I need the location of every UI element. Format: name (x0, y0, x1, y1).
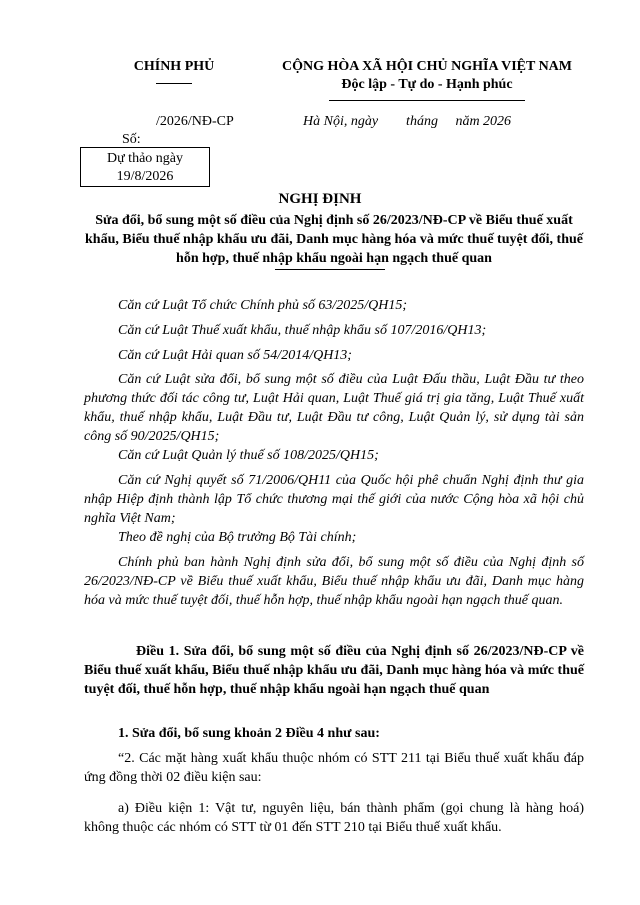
document-number-value: /2026/NĐ-CP (156, 114, 234, 129)
nation-name: CỘNG HÒA XÃ HỘI CHỦ NGHĨA VIỆT NAM (281, 59, 572, 74)
legal-basis-3: Căn cứ Luật Hải quan số 54/2014/QH13; (118, 348, 352, 363)
condition-1-paragraph: a) Điều kiện 1: Vật tư, nguyên liệu, bán thành phẩm (gọi chung là hàng hoá) không thuộc các nhóm có STT từ 01 đến STT 210 tại Biểu thuế xuất khẩu. (84, 801, 584, 835)
issuer-block (100, 58, 248, 84)
draft-date-box (80, 147, 210, 187)
legal-basis-2: Căn cứ Luật Thuế xuất khẩu, thuế nhập khẩu số 107/2016/QH13; (118, 323, 487, 338)
document-subtitle: Sửa đổi, bổ sung một số điều của Nghị định số 26/2023/NĐ-CP về Biểu thuế xuất khẩu, Biểu thuế nhập khẩu ưu đãi, Danh mục hàng hóa và mức thuế tuyệt đối, thuế hỗn hợp, thuế nhập khẩu ngoài hạn ngạch thuế quan (85, 213, 583, 266)
motto-underline (329, 100, 525, 101)
draft-label: Dự thảo ngày (106, 151, 183, 166)
legal-basis-5: Căn cứ Luật Quản lý thuế số 108/2025/QH15; (118, 448, 379, 463)
legal-basis-1: Căn cứ Luật Tổ chức Chính phủ số 63/2025/QH15; (118, 298, 408, 313)
document-title: NGHỊ ĐỊNH (278, 191, 362, 207)
clause-1-title: 1. Sửa đổi, bổ sung khoản 2 Điều 4 như sau: (118, 726, 380, 741)
subtitle-underline (275, 269, 385, 270)
national-header (262, 58, 592, 101)
article-1-title: Điều 1. Sửa đổi, bổ sung một số điều của Nghị định số 26/2023/NĐ-CP về Biểu thuế xuất khẩu, Biểu thuế nhập khẩu ưu đãi, Danh mục hàng hóa và mức thuế tuyệt đối, thuế hỗn hợp, thuế nhập khẩu ngoài hạn ngạch thuế quan (84, 644, 584, 697)
national-motto: Độc lập - Tự do - Hạnh phúc (341, 77, 513, 92)
legal-basis-6: Căn cứ Nghị quyết số 71/2006/QH11 của Quốc hội phê chuẩn Nghị định thư gia nhập Hiệp định thành lập Tổ chức thương mại thế giới của nước Cộng hòa xã hội chủ nghĩa Việt Nam; (84, 473, 584, 526)
clause-1-paragraph: “2. Các mặt hàng xuất khẩu thuộc nhóm có STT 211 tại Biểu thuế xuất khẩu đáp ứng đồng thời 02 điều kiện sau: (84, 751, 584, 785)
place-date: Hà Nội, ngày tháng năm 2026 (303, 114, 512, 129)
document-number-label: Số: (122, 132, 141, 147)
legal-basis-4: Căn cứ Luật sửa đổi, bổ sung một số điều của Luật Đấu thầu, Luật Đầu tư theo phương thức đối tác công tư, Luật Hải quan, Luật Thuế giá trị gia tăng, Luật Thuế xuất khẩu, thuế nhập khẩu, Luật Đầu tư, Luật Đầu tư công, Luật Quản lý, sử dụng tài sản công số 90/2025/QH15; (84, 372, 584, 444)
draft-date: 19/8/2026 (116, 169, 174, 184)
issuer-underline (156, 83, 192, 84)
issuer-name: CHÍNH PHỦ (133, 59, 215, 74)
enacting-clause: Chính phủ ban hành Nghị định sửa đổi, bổ sung một số điều của Nghị định số 26/2023/NĐ-CP về Biểu thuế xuất khẩu, Biểu thuế nhập khẩu ưu đãi, Danh mục hàng hóa và mức thuế tuyệt đối, thuế hỗn hợp, thuế nhập khẩu ngoài hạn ngạch thuế quan. (84, 555, 584, 608)
legal-basis-7: Theo đề nghị của Bộ trưởng Bộ Tài chính; (118, 530, 357, 545)
